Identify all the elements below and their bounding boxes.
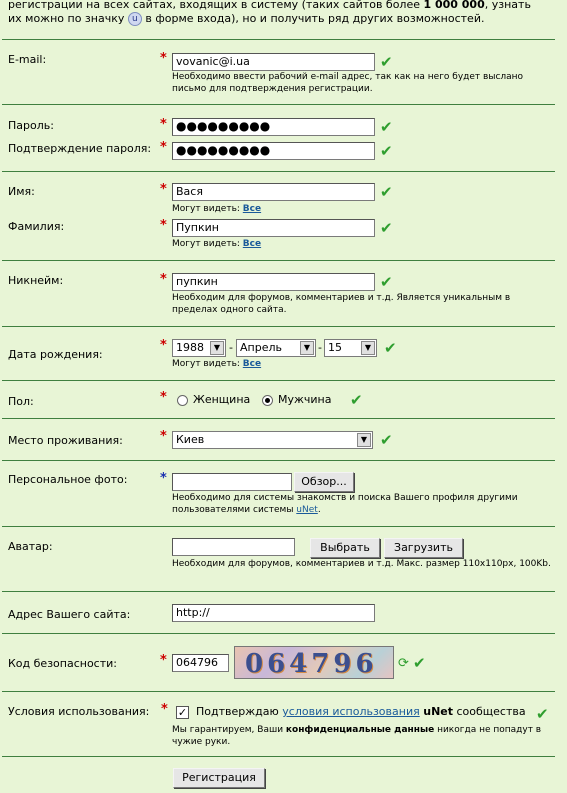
name-label: Имя: (8, 185, 35, 198)
required-icon: * (160, 117, 167, 132)
name-visibility-link[interactable]: Все (242, 204, 262, 214)
chevron-down-icon[interactable]: ▼ (300, 341, 314, 355)
nickname-hint: Необходим для форумов, комментариев и т.д. Является уникальным в пределах одного сайта. (172, 293, 511, 315)
terms-brand: uNet (423, 705, 453, 718)
divider (2, 326, 555, 327)
birth-day-select[interactable] (324, 339, 377, 357)
required-icon: * (160, 390, 167, 405)
surname-field[interactable]: Пупкин (172, 219, 375, 237)
chevron-down-icon[interactable]: ▼ (361, 341, 375, 355)
terms-checkbox[interactable]: ✓ (177, 706, 188, 719)
intro-text (8, 0, 560, 26)
visibility-prefix: Могут видеть: (172, 359, 240, 369)
name-field[interactable]: Вася (172, 183, 375, 201)
divider (2, 591, 555, 592)
birthdate-visibility (172, 358, 552, 370)
required-icon: * (160, 471, 167, 486)
password-confirm-label: Подтверждение пароля: (8, 142, 152, 155)
valid-check-icon: ✔ (380, 273, 393, 291)
birth-month-value: Апрель (240, 341, 282, 354)
gender-male-label: Мужчина (278, 393, 332, 406)
password-field[interactable]: ●●●●●●●●● (172, 118, 375, 136)
valid-check-icon: ✔ (380, 118, 393, 136)
birth-year-value: 1988 (176, 341, 204, 354)
divider (2, 691, 555, 692)
email-label: E-mail: (8, 53, 47, 66)
nickname-field[interactable]: пупкин (172, 273, 375, 291)
gender-label: Пол: (8, 395, 34, 408)
valid-check-icon: ✔ (380, 219, 393, 237)
photo-hint-text: Необходимо для системы знакомств и поиска Вашего профиля другими пользователями системы (172, 493, 518, 515)
avatar-upload-button[interactable]: Загрузить (384, 538, 463, 558)
location-value: Киев (176, 433, 205, 446)
captcha-image-text: 064796 (245, 649, 378, 679)
location-label: Место проживания: (8, 434, 123, 447)
chevron-down-icon[interactable]: ▼ (210, 341, 224, 355)
photo-label: Персональное фото: (8, 473, 128, 486)
captcha-field[interactable]: 064796 (172, 654, 229, 672)
divider (2, 104, 555, 105)
photo-hint-end: . (317, 505, 321, 515)
valid-check-icon: ✔ (380, 53, 393, 71)
terms-note-start: Мы гарантируем, Ваши (172, 725, 286, 735)
divider (2, 418, 555, 419)
intro-line2-end: в форме входа), но и получить ряд других возможностей. (145, 12, 485, 25)
valid-check-icon: ✔ (380, 431, 393, 449)
birth-month-select[interactable] (236, 339, 316, 357)
required-icon: * (160, 182, 167, 197)
date-separator: - (318, 341, 322, 354)
unet-badge-icon: u (128, 12, 142, 26)
required-icon: * (161, 702, 168, 717)
intro-line1-end: , узнать (484, 0, 531, 11)
unet-link[interactable]: uNet (296, 505, 318, 515)
avatar-hint: Необходим для форумов, комментариев и т.д. Макс. размер 110x110px, 100Kb. (172, 559, 551, 569)
divider (2, 39, 555, 40)
refresh-captcha-icon[interactable]: ⟳ (398, 656, 409, 671)
required-icon: * (160, 218, 167, 233)
required-icon: * (160, 429, 167, 444)
birth-day-value: 15 (328, 341, 342, 354)
divider (2, 380, 555, 381)
intro-line2-start: их можно по значку (8, 12, 125, 25)
terms-label: Условия использования: (8, 705, 150, 718)
birthdate-label: Дата рождения: (8, 348, 103, 361)
intro-count: 1 000 000 (423, 0, 485, 11)
chevron-down-icon[interactable]: ▼ (357, 433, 371, 447)
required-icon: * (160, 51, 167, 66)
valid-check-icon: ✔ (380, 183, 393, 201)
captcha-image (234, 646, 394, 679)
required-icon: * (160, 338, 167, 353)
divider (2, 260, 555, 261)
visibility-prefix: Могут видеть: (172, 239, 240, 249)
required-icon: * (160, 140, 167, 155)
surname-label: Фамилия: (8, 220, 65, 233)
email-hint: Необходимо ввести рабочий e-mail адрес, так как на него будет выслано письмо для подтверждения регистрации. (172, 72, 524, 94)
terms-note-end: никогда не попадут в чужие руки. (172, 725, 542, 747)
email-field[interactable]: vovanic@i.ua (172, 53, 375, 71)
terms-agree-suffix: сообщества (456, 705, 526, 718)
valid-check-icon: ✔ (413, 654, 426, 672)
divider (2, 460, 555, 461)
photo-hint (172, 492, 552, 516)
valid-check-icon: ✔ (350, 391, 363, 409)
divider (2, 756, 555, 757)
website-field[interactable]: http:// (172, 604, 375, 622)
avatar-choose-button[interactable]: Выбрать (310, 538, 380, 558)
name-visibility (172, 203, 552, 215)
register-button[interactable]: Регистрация (173, 768, 265, 788)
valid-check-icon: ✔ (536, 705, 549, 723)
valid-check-icon: ✔ (384, 339, 397, 357)
password-confirm-field[interactable]: ●●●●●●●●● (172, 142, 375, 160)
divider (2, 171, 555, 172)
divider (2, 526, 555, 527)
gender-female-label: Женщина (193, 393, 251, 406)
terms-agreement (196, 705, 526, 718)
date-separator: - (229, 341, 233, 354)
website-label: Адрес Вашего сайта: (8, 608, 131, 621)
photo-file-field[interactable] (172, 473, 292, 491)
password-label: Пароль: (8, 119, 54, 132)
birth-year-select[interactable] (172, 339, 226, 357)
terms-link[interactable]: условия использования (282, 705, 420, 718)
divider (2, 633, 555, 634)
terms-note (172, 724, 558, 748)
visibility-prefix: Могут видеть: (172, 204, 240, 214)
terms-agree-prefix: Подтверждаю (196, 705, 279, 718)
surname-visibility-link[interactable]: Все (242, 239, 262, 249)
birthdate-visibility-link[interactable]: Все (242, 359, 262, 369)
required-icon: * (160, 653, 167, 668)
gender-male-radio[interactable] (262, 395, 273, 406)
avatar-file-field[interactable] (172, 538, 295, 556)
avatar-label: Аватар: (8, 540, 53, 553)
location-select[interactable] (172, 431, 373, 449)
photo-browse-button[interactable]: Обзор... (294, 472, 354, 492)
captcha-label: Код безопасности: (8, 657, 117, 670)
terms-note-bold: конфиденциальные данные (285, 725, 435, 735)
valid-check-icon: ✔ (380, 142, 393, 160)
gender-female-radio[interactable] (177, 395, 188, 406)
intro-line1: регистрации на всех сайтах, входящих в систему (таких сайтов более (8, 0, 424, 11)
nickname-label: Никнейм: (8, 274, 64, 287)
surname-visibility (172, 238, 552, 250)
required-icon: * (160, 272, 167, 287)
